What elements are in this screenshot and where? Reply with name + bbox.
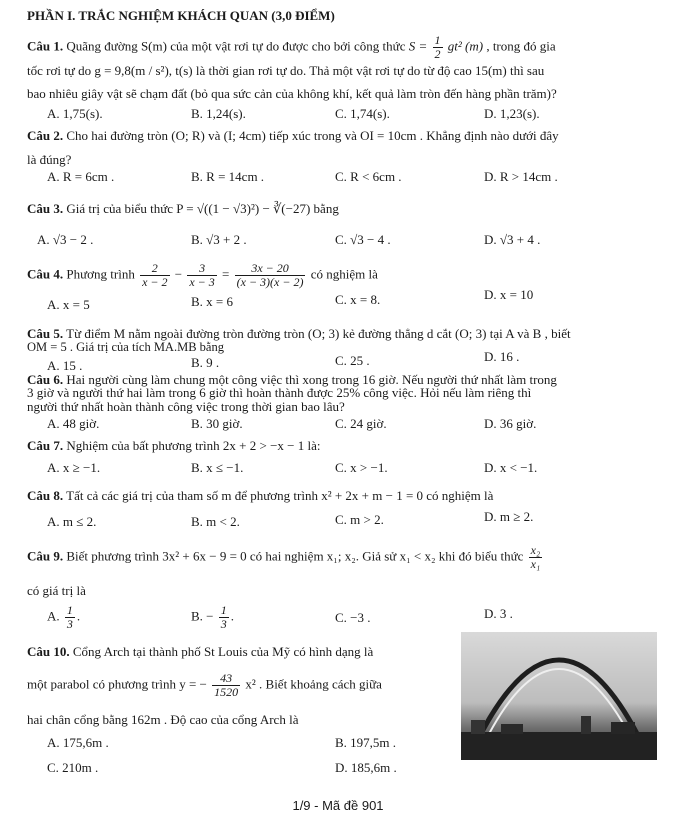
question-9-option-a[interactable]: A. $\frac{1}{3}$ . [47, 603, 81, 631]
question-4-option-a[interactable]: A. x = 5 [47, 297, 90, 312]
question-1-text: Quãng đường S(m) của một vật rơi tự do được cho bởi công thức [66, 38, 406, 54]
question-5-option-b[interactable]: B. 9 . [191, 355, 220, 370]
question-4-text: Phương trình [66, 266, 135, 282]
question-4-minus: − [174, 266, 183, 282]
question-3-option-a[interactable]: A. √3 − 2 . [37, 232, 94, 247]
question-6-option-c[interactable]: C. 24 giờ. [335, 416, 387, 431]
question-10-option-c[interactable]: C. 210m . [47, 760, 99, 775]
question-4-fraction-3: $\frac{3x - 20}{(x - 3)(x - 2)}$ [236, 261, 304, 289]
question-4-fraction-1: $\frac{2}{x - 2}$ [142, 261, 168, 289]
question-3-option-d[interactable]: D. √3 + 4 . [484, 232, 541, 247]
question-1-option-d[interactable]: D. 1,23(s). [484, 106, 540, 121]
question-1-option-c[interactable]: C. 1,74(s). [335, 106, 390, 121]
question-9-line2: có giá trị là [27, 583, 86, 598]
question-3-text: Giá trị của biểu thức P = √((1 − √3)²) − ∛(−27) bằng [66, 201, 339, 216]
question-5-label: Câu 5. [27, 326, 64, 341]
question-7-option-b[interactable]: B. x ≤ −1. [191, 460, 244, 475]
question-1-option-a[interactable]: A. 1,75(s). [47, 106, 103, 121]
question-10-fraction: $\frac{43}{1520}$ [214, 671, 239, 699]
question-10-line3: hai chân cổng bằng 162m . Độ cao của cổng Arch là [27, 712, 299, 727]
question-1-formula-rhs: gt² (m) [447, 38, 484, 54]
question-9-option-b[interactable]: B. − $\frac{1}{3}$ . [191, 603, 235, 631]
question-1-line2: tốc rơi tự do g = 9,8(m / s²), t(s) là thời gian rơi tự do. Thả một vật rơi tự do từ độ cao 15(m) thì sau [27, 63, 545, 78]
question-10-option-d[interactable]: D. 185,6m . [335, 760, 397, 775]
question-9-text: Biết phương trình 3x² + 6x − 9 = 0 có hai nghiệm x₁; x₂. Giả sử x₁ < x₂ khi đó biểu thức [66, 548, 524, 564]
question-5-option-d[interactable]: D. 16 . [484, 349, 520, 364]
question-6-option-d[interactable]: D. 36 giờ. [484, 416, 537, 431]
question-7-label: Câu 7. [27, 438, 64, 453]
question-1-text-tail: , trong đó gia [486, 38, 556, 54]
question-9-stem [27, 544, 544, 571]
question-4-label: Câu 4. [27, 266, 64, 282]
question-8-option-b[interactable]: B. m < 2. [191, 514, 240, 529]
question-10-line2: một parabol có phương trình y = − $\frac{43}{1520}$ x² . Biết khoảng cách giữa [27, 671, 382, 699]
question-4-text-tail: có nghiệm là [310, 266, 378, 282]
question-6-line3: người thứ nhất hoàn thành công việc trong thời gian bao lâu? [27, 399, 345, 414]
question-1-option-b[interactable]: B. 1,24(s). [191, 106, 246, 121]
question-8-label: Câu 8. [27, 488, 64, 503]
question-3-option-b[interactable]: B. √3 + 2 . [191, 232, 247, 247]
question-3-option-c[interactable]: C. √3 − 4 . [335, 232, 391, 247]
question-3-stem [27, 201, 339, 217]
question-10-label: Câu 10. [27, 644, 70, 659]
question-10-option-a[interactable]: A. 175,6m . [47, 735, 109, 750]
page-footer: 1/9 - Mã đề 901 [292, 798, 384, 813]
question-7-text: Nghiệm của bất phương trình 2x + 2 > −x − 1 là: [66, 438, 321, 453]
question-8-text: Tất cả các giá trị của tham số m để phương trình x² + 2x + m − 1 = 0 có nghiệm là [66, 488, 494, 503]
gateway-arch-photo [461, 632, 657, 760]
question-2-label: Câu 2. [27, 128, 64, 143]
question-6-line2: 3 giờ và người thứ hai làm trong 6 giờ thì hoàn thành được 25% công việc. Hỏi nếu làm riêng thì [27, 385, 532, 400]
question-8-option-d[interactable]: D. m ≥ 2. [484, 509, 534, 524]
question-7-stem [27, 438, 320, 454]
question-3-label: Câu 3. [27, 201, 64, 216]
question-7-option-a[interactable]: A. x ≥ −1. [47, 460, 101, 475]
question-7-option-c[interactable]: C. x > −1. [335, 460, 388, 475]
question-7-option-d[interactable]: D. x < −1. [484, 460, 538, 475]
question-2-option-a[interactable]: A. R = 6cm . [47, 169, 115, 184]
question-6-text: Hai người cùng làm chung một công việc thì xong trong 16 giờ. Nếu người thứ nhất làm trong [66, 372, 557, 387]
question-10-option-b[interactable]: B. 197,5m . [335, 735, 397, 750]
question-5-option-a[interactable]: A. 15 . [47, 358, 83, 373]
question-5-text: Từ điểm M nằm ngoài đường tròn đường tròn (O; 3) kẻ đường thẳng d cắt (O; 3) tại A và B , biết [66, 326, 571, 341]
question-2-text: Cho hai đường tròn (O; R) và (I; 4cm) tiếp xúc trong và OI = 10cm . Khẳng định nào dưới đây [66, 128, 559, 143]
question-2-stem [27, 128, 559, 144]
question-4-option-d[interactable]: D. x = 10 [484, 287, 534, 302]
question-5-line2: OM = 5 . Giá trị của tích MA.MB bằng [27, 340, 224, 354]
question-8-option-c[interactable]: C. m > 2. [335, 512, 384, 527]
question-4-option-b[interactable]: B. x = 6 [191, 294, 234, 309]
question-1-line3: bao nhiêu giây vật sẽ chạm đất (bỏ qua sức cản của không khí, kết quả làm tròn đến hàng phần trăm)? [27, 86, 557, 101]
question-2-option-c[interactable]: C. R < 6cm . [335, 169, 402, 184]
question-1-fraction: $\frac{1}{2}$ [434, 33, 441, 61]
question-6-label: Câu 6. [27, 372, 64, 387]
question-4-equals: = [222, 266, 230, 282]
question-9-label: Câu 9. [27, 548, 64, 564]
question-2-line2: là đúng? [27, 152, 72, 167]
question-4-stem [27, 262, 378, 289]
section-title: PHẦN I. TRẮC NGHIỆM KHÁCH QUAN (3,0 ĐIỂM) [27, 8, 335, 23]
question-9-option-c[interactable]: C. −3 . [335, 610, 371, 625]
question-4-fraction-2: $\frac{3}{x - 3}$ [189, 261, 215, 289]
question-10-text: Cổng Arch tại thành phố St Louis của Mỹ có hình dạng là [72, 644, 374, 659]
question-2-option-d[interactable]: D. R > 14cm . [484, 169, 558, 184]
question-6-option-b[interactable]: B. 30 giờ. [191, 416, 243, 431]
question-6-option-a[interactable]: A. 48 giờ. [47, 416, 100, 431]
question-10-stem [27, 644, 373, 660]
question-5-option-c[interactable]: C. 25 . [335, 353, 370, 368]
question-1-stem [27, 34, 556, 61]
question-4-option-c[interactable]: C. x = 8. [335, 292, 381, 307]
question-8-stem [27, 488, 493, 504]
question-9-fraction: $\frac{\text{x₂}}{\text{x₁}}$ [530, 543, 541, 571]
question-9-option-d[interactable]: D. 3 . [484, 606, 513, 621]
question-8-option-a[interactable]: A. m ≤ 2. [47, 514, 97, 529]
question-1-label: Câu 1. [27, 38, 64, 54]
question-1-formula-lhs: S = [408, 38, 428, 54]
question-2-option-b[interactable]: B. R = 14cm . [191, 169, 265, 184]
